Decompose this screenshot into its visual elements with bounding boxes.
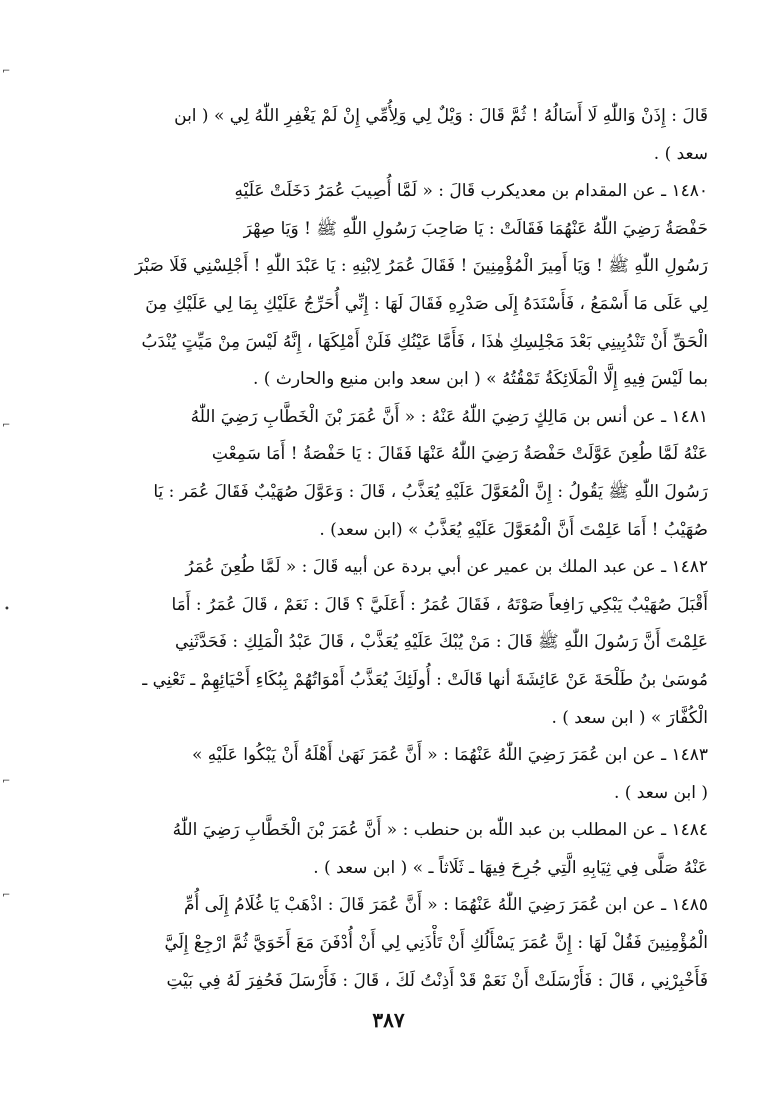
text-line: سعد ) . bbox=[653, 143, 708, 164]
text-line: الْكُفَّارَ » ( ابن سعد ) . bbox=[551, 707, 708, 728]
text-line: ١٤٨١ ـ عن أنس بن مَالِكٍ رَضِيَ اللّٰهُ عَنْهُ : « أَنَّ عُمَرَ بْنَ الْخَطَّابِ رَضِيَ اللّٰهُ bbox=[190, 406, 708, 427]
text-line: لِي عَلَى مَا أَسْمَعُ ، فَأَسْنَدَهُ إِلَى صَدْرِهِ فَقَالَ لَهَا : إِنِّي أُحَرِّجُ عَلَيْكِ بِمَا لِي عَلَيْكِ مِنَ bbox=[145, 293, 708, 314]
scan-mark: • bbox=[4, 604, 10, 615]
page-body bbox=[104, 98, 708, 1000]
text-line: عَلِمْتَ أَنَّ رَسُولَ اللّٰهِ ﷺ قَالَ : مَنْ يُبْكَ عَلَيْهِ يُعَذَّبْ ، قَالَ عَبْدُ الْمَلِكِ : فَحَدَّثَنِي bbox=[174, 632, 708, 653]
text-line: قَالَ : إِذَنْ وَاللّٰهِ لَا أَسَالُهُ ! ثُمَّ قَالَ : وَيْلٌ لِي وَلِأُمِّي إِنْ لَمْ يَغْفِرِ اللّٰهُ لِي » ( ابن bbox=[174, 106, 708, 126]
text-line: عَنْهُ لَمَّا طُعِنَ عَوَّلَتْ حَفْصَةُ رَضِيَ اللّٰهُ عَنْهَا فَقَالَ : يَا حَفْصَةُ ! أَمَا سَمِعْتِ bbox=[211, 444, 708, 465]
hadith-paragraph bbox=[104, 737, 708, 812]
scan-mark: ⌐ bbox=[2, 890, 11, 901]
text-line: حَفْصَةُ رَضِيَ اللّٰهُ عَنْهُمَا فَقَالَتْ : يَا صَاحِبَ رَسُولِ اللّٰهِ ﷺ ! وَيَا صِهْرَ bbox=[243, 218, 708, 239]
text-line: ١٤٨٢ ـ عن عبد الملك بن عمير عن أبي بردة عن أبيه قَالَ : « لَمَّا طُعِنَ عُمَرُ bbox=[185, 557, 708, 578]
text-line: الْمُؤْمِنِينَ فَقُلْ لَهَا : إِنَّ عُمَرَ يَسْأَلُكِ أَنْ تَأْذَنِي لِي أَنْ أُدْفَنَ مَعَ أَخَوَيَّ ثُمَّ ارْجِعْ إِلَيَّ bbox=[164, 933, 708, 954]
text-line: رَسُولَ اللّٰهِ ﷺ يَقُولُ : إِنَّ الْمُعَوَّلَ عَلَيْهِ يُعَذَّبُ ، قَالَ : وَعَوَّلَ صُهَيْبٌ فَقَالَ عُمَر : يَا bbox=[153, 481, 708, 502]
text-line: ١٤٨٥ ـ عن ابن عُمَرَ رَضِيَ اللّٰهُ عَنْهُمَا : « أَنَّ عُمَرَ قَالَ : اذْهَبْ يَا غُلَامُ إِلَى أُمِّ bbox=[183, 895, 708, 916]
text-line: أَقْبَلَ صُهَيْبٌ يَبْكِي رَافِعاً صَوْتَهُ ، فَقَالَ عُمَرُ : أَعَلَيَّ ؟ قَالَ : نَعَمْ ، قَالَ عُمَرُ : أَمَا bbox=[171, 594, 708, 615]
text-line: صُهَيْبُ ! أَمَا عَلِمْتَ أَنَّ الْمُعَوَّلَ عَلَيْهِ يُعَذَّبُ » (ابن سعد) . bbox=[319, 519, 708, 540]
text-line: ١٤٨٤ ـ عن المطلب بن عبد اللّٰه بن حنطب : « أَنَّ عُمَرَ بْنَ الْخَطَّابِ رَضِيَ اللّٰهُ bbox=[172, 820, 708, 841]
hadith-paragraph bbox=[104, 887, 708, 1000]
text-line: مُوسَىٰ بنُ طَلْحَةَ عَنْ عَائِشَةَ أنها قَالَتْ : أُولَئِكَ يُعَذَّبُ أَمْوَاتُهُمْ بِبُكَاءِ أَحْيَائِهِمْ ـ تَعْنِي ـ bbox=[142, 669, 708, 690]
scan-mark: ⌐ bbox=[2, 776, 11, 787]
hadith-paragraph bbox=[104, 173, 708, 399]
page-number: ٣٨٧ bbox=[372, 1008, 405, 1032]
hadith-paragraph bbox=[104, 399, 708, 549]
hadith-paragraph bbox=[104, 812, 708, 887]
scan-mark: ⌐ bbox=[2, 420, 11, 431]
scan-mark: ⌐ bbox=[2, 66, 11, 77]
text-line: فَأَخْبِرْنِي ، قَالَ : فَأَرْسَلَتْ أَنْ نَعَمْ قَدْ أَذِنْتُ لَكَ ، قَالَ : فَأَرْسَلَ فَحُفِرَ لَهُ فِي بَيْتِ bbox=[166, 970, 708, 991]
hadith-paragraph bbox=[104, 549, 708, 737]
text-line: ١٤٨٠ ـ عن المقدام بن معديكرب قَالَ : « لَمَّا أُصِيبَ عُمَرُ دَخَلَتْ عَلَيْهِ bbox=[234, 181, 708, 202]
text-line: رَسُولِ اللّٰهِ ﷺ ! وَيَا أَمِيرَ الْمُؤْمِنِينَ ! فَقَالَ عُمَرُ لِابْنِهِ : يَا عَبْدَ اللّٰهِ ! أَجْلِسْنِي فَلَا صَبْرَ bbox=[134, 256, 708, 277]
hadith-paragraph bbox=[104, 98, 708, 173]
text-line: ١٤٨٣ ـ عن ابن عُمَرَ رَضِيَ اللّٰهُ عَنْهُمَا : « أَنَّ عُمَرَ نَهَىٰ أَهْلَهُ أَنْ يَبْكُوا عَلَيْهِ » bbox=[191, 745, 708, 766]
text-line: ( ابن سعد ) . bbox=[613, 782, 708, 803]
text-line: بما لَيْسَ فِيهِ إِلَّا الْمَلَائِكَةُ تَمْقُتُهُ » ( ابن سعد وابن منيع والحارث ) . bbox=[252, 369, 708, 390]
text-line: الْحَقِّ أَنْ تَنْدُبِينِي بَعْدَ مَجْلِسِكِ هٰذَا ، فَأَمَّا عَيْنُكِ فَلَنْ أَمْلِكَهَا ، إِنَّهُ لَيْسَ مِنْ مَيِّتٍ يُنْدَبُ bbox=[141, 331, 708, 352]
text-line: عَنْهُ صَلَّى فِي ثِيَابِهِ الَّتِي جُرِحَ فِيهَا ـ ثَلَاثاً ـ » ( ابن سعد ) . bbox=[313, 857, 708, 878]
